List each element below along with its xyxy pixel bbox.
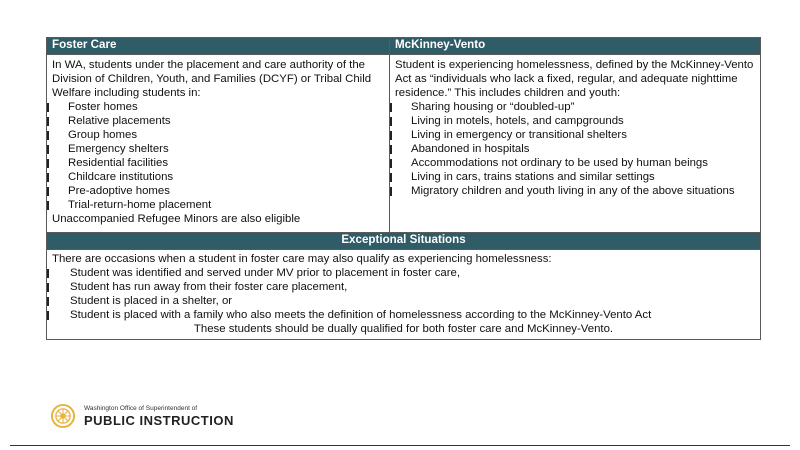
list-item: Student is placed with a family who also meets the definition of homelessness according to the McKinney-Vento Act bbox=[52, 308, 755, 322]
comparison-table bbox=[46, 37, 761, 340]
exceptional-row bbox=[47, 250, 761, 340]
list-item: Residential facilities bbox=[52, 156, 384, 170]
list-item: Foster homes bbox=[52, 100, 384, 114]
foster-care-header: Foster Care bbox=[47, 38, 390, 55]
foster-care-intro: In WA, students under the placement and care authority of the Division of Children, Youth, and Families (DCYF) or Tribal Child Welfare including students in: bbox=[52, 59, 372, 99]
list-item: Living in emergency or transitional shelters bbox=[395, 128, 755, 142]
mckinney-vento-header: McKinney-Vento bbox=[390, 38, 761, 55]
footer-divider bbox=[10, 445, 790, 446]
mckinney-vento-list bbox=[395, 100, 755, 198]
list-item: Accommodations not ordinary to be used by human beings bbox=[395, 156, 755, 170]
exceptional-situations-header: Exceptional Situations bbox=[47, 233, 761, 250]
list-item: Migratory children and youth living in any of the above situations bbox=[395, 184, 755, 198]
foster-care-note: Unaccompanied Refugee Minors are also eligible bbox=[52, 213, 301, 225]
list-item: Trial-return-home placement bbox=[52, 198, 384, 212]
list-item: Student has run away from their foster care placement, bbox=[52, 280, 755, 294]
definitions-row bbox=[47, 55, 761, 233]
list-item: Sharing housing or “doubled-up” bbox=[395, 100, 755, 114]
list-item: Living in cars, trains stations and similar settings bbox=[395, 170, 755, 184]
logo-subtitle: Washington Office of Superintendent of bbox=[84, 404, 198, 412]
mckinney-vento-intro: Student is experiencing homelessness, defined by the McKinney-Vento Act as “individuals who lack a fixed, regular, and adequate nighttime residence.” This includes children and youth: bbox=[395, 59, 754, 99]
list-item: Pre-adoptive homes bbox=[52, 184, 384, 198]
ospi-logo bbox=[50, 403, 234, 429]
list-item: Student is placed in a shelter, or bbox=[52, 294, 755, 308]
exceptional-closing: These students should be dually qualified for both foster care and McKinney-Vento. bbox=[193, 323, 614, 335]
sun-seal-icon bbox=[50, 403, 76, 429]
list-item: Student was identified and served under MV prior to placement in foster care, bbox=[52, 266, 755, 280]
logo-title: PUBLIC INSTRUCTION bbox=[84, 412, 234, 428]
logo-text bbox=[84, 405, 234, 428]
exceptional-cell bbox=[47, 250, 761, 340]
mckinney-vento-cell bbox=[390, 55, 761, 233]
exceptional-header-row bbox=[47, 233, 761, 250]
list-item: Emergency shelters bbox=[52, 142, 384, 156]
list-item: Childcare institutions bbox=[52, 170, 384, 184]
exceptional-intro: There are occasions when a student in foster care may also qualify as experiencing homelessness: bbox=[52, 253, 552, 265]
exceptional-list bbox=[52, 266, 755, 322]
list-item: Group homes bbox=[52, 128, 384, 142]
table-header-row bbox=[47, 38, 761, 55]
list-item: Abandoned in hospitals bbox=[395, 142, 755, 156]
list-item: Relative placements bbox=[52, 114, 384, 128]
foster-care-cell bbox=[47, 55, 390, 233]
foster-care-list bbox=[52, 100, 384, 212]
list-item: Living in motels, hotels, and campgrounds bbox=[395, 114, 755, 128]
